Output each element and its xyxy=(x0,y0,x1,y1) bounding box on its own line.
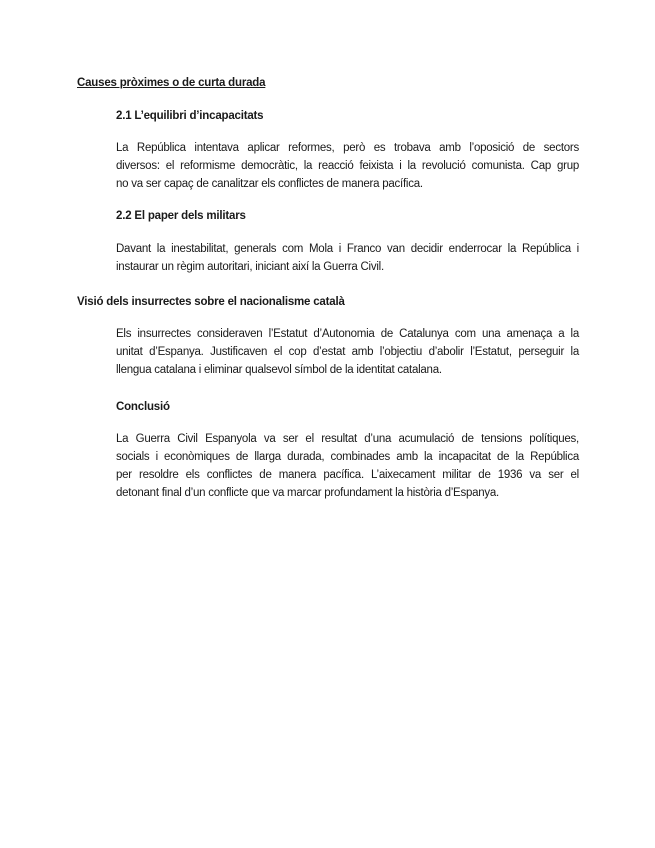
conclusion-title: Conclusió xyxy=(116,401,170,413)
paragraph-line: Els insurrectes consideraven l’Estatut d’Autonomia de Catalunya com una amenaça a la xyxy=(116,328,579,340)
section-heading-causes: Causes pròximes o de curta durada xyxy=(77,77,266,89)
section-heading-vision: Visió dels insurrectes sobre el nacionalisme català xyxy=(77,296,345,308)
paragraph-vision xyxy=(116,325,579,379)
paragraph-line: unitat d’Espanya. Justificaven el cop d’estat amb l’objectiu d’abolir l’Estatut, perseguir la xyxy=(116,346,579,358)
paragraph-line: socials i econòmiques de llarga durada, combinades amb la incapacitat de la República xyxy=(116,451,579,463)
paragraph-line: llengua catalana i eliminar qualsevol símbol de la identitat catalana. xyxy=(116,364,442,376)
paragraph-line: per resoldre els conflictes de manera pacífica. L’aixecament militar de 1936 va ser el xyxy=(116,469,579,481)
paragraph-line: La Guerra Civil Espanyola va ser el resultat d’una acumulació de tensions polítiques, xyxy=(116,433,579,445)
subsection-title-equilibri: 2.1 L’equilibri d’incapacitats xyxy=(116,110,264,122)
paragraph-line: diversos: el reformisme democràtic, la reacció feixista i la revolució comunista. Cap grup xyxy=(116,160,579,172)
paragraph-conclusion xyxy=(116,430,579,502)
subsection-title-militars: 2.2 El paper dels militars xyxy=(116,210,246,222)
paragraph-line: no va ser capaç de canalitzar els conflictes de manera pacífica. xyxy=(116,178,423,190)
paragraph-equilibri xyxy=(116,139,579,193)
paragraph-militars xyxy=(116,240,579,276)
paragraph-line: Davant la inestabilitat, generals com Mola i Franco van decidir enderrocar la República i xyxy=(116,243,579,255)
paragraph-line: La República intentava aplicar reformes, però es trobava amb l’oposició de sectors xyxy=(116,142,579,154)
paragraph-line: detonant final d’un conflicte que va marcar profundament la història d’Espanya. xyxy=(116,487,499,499)
paragraph-line: instaurar un règim autoritari, iniciant així la Guerra Civil. xyxy=(116,261,384,273)
